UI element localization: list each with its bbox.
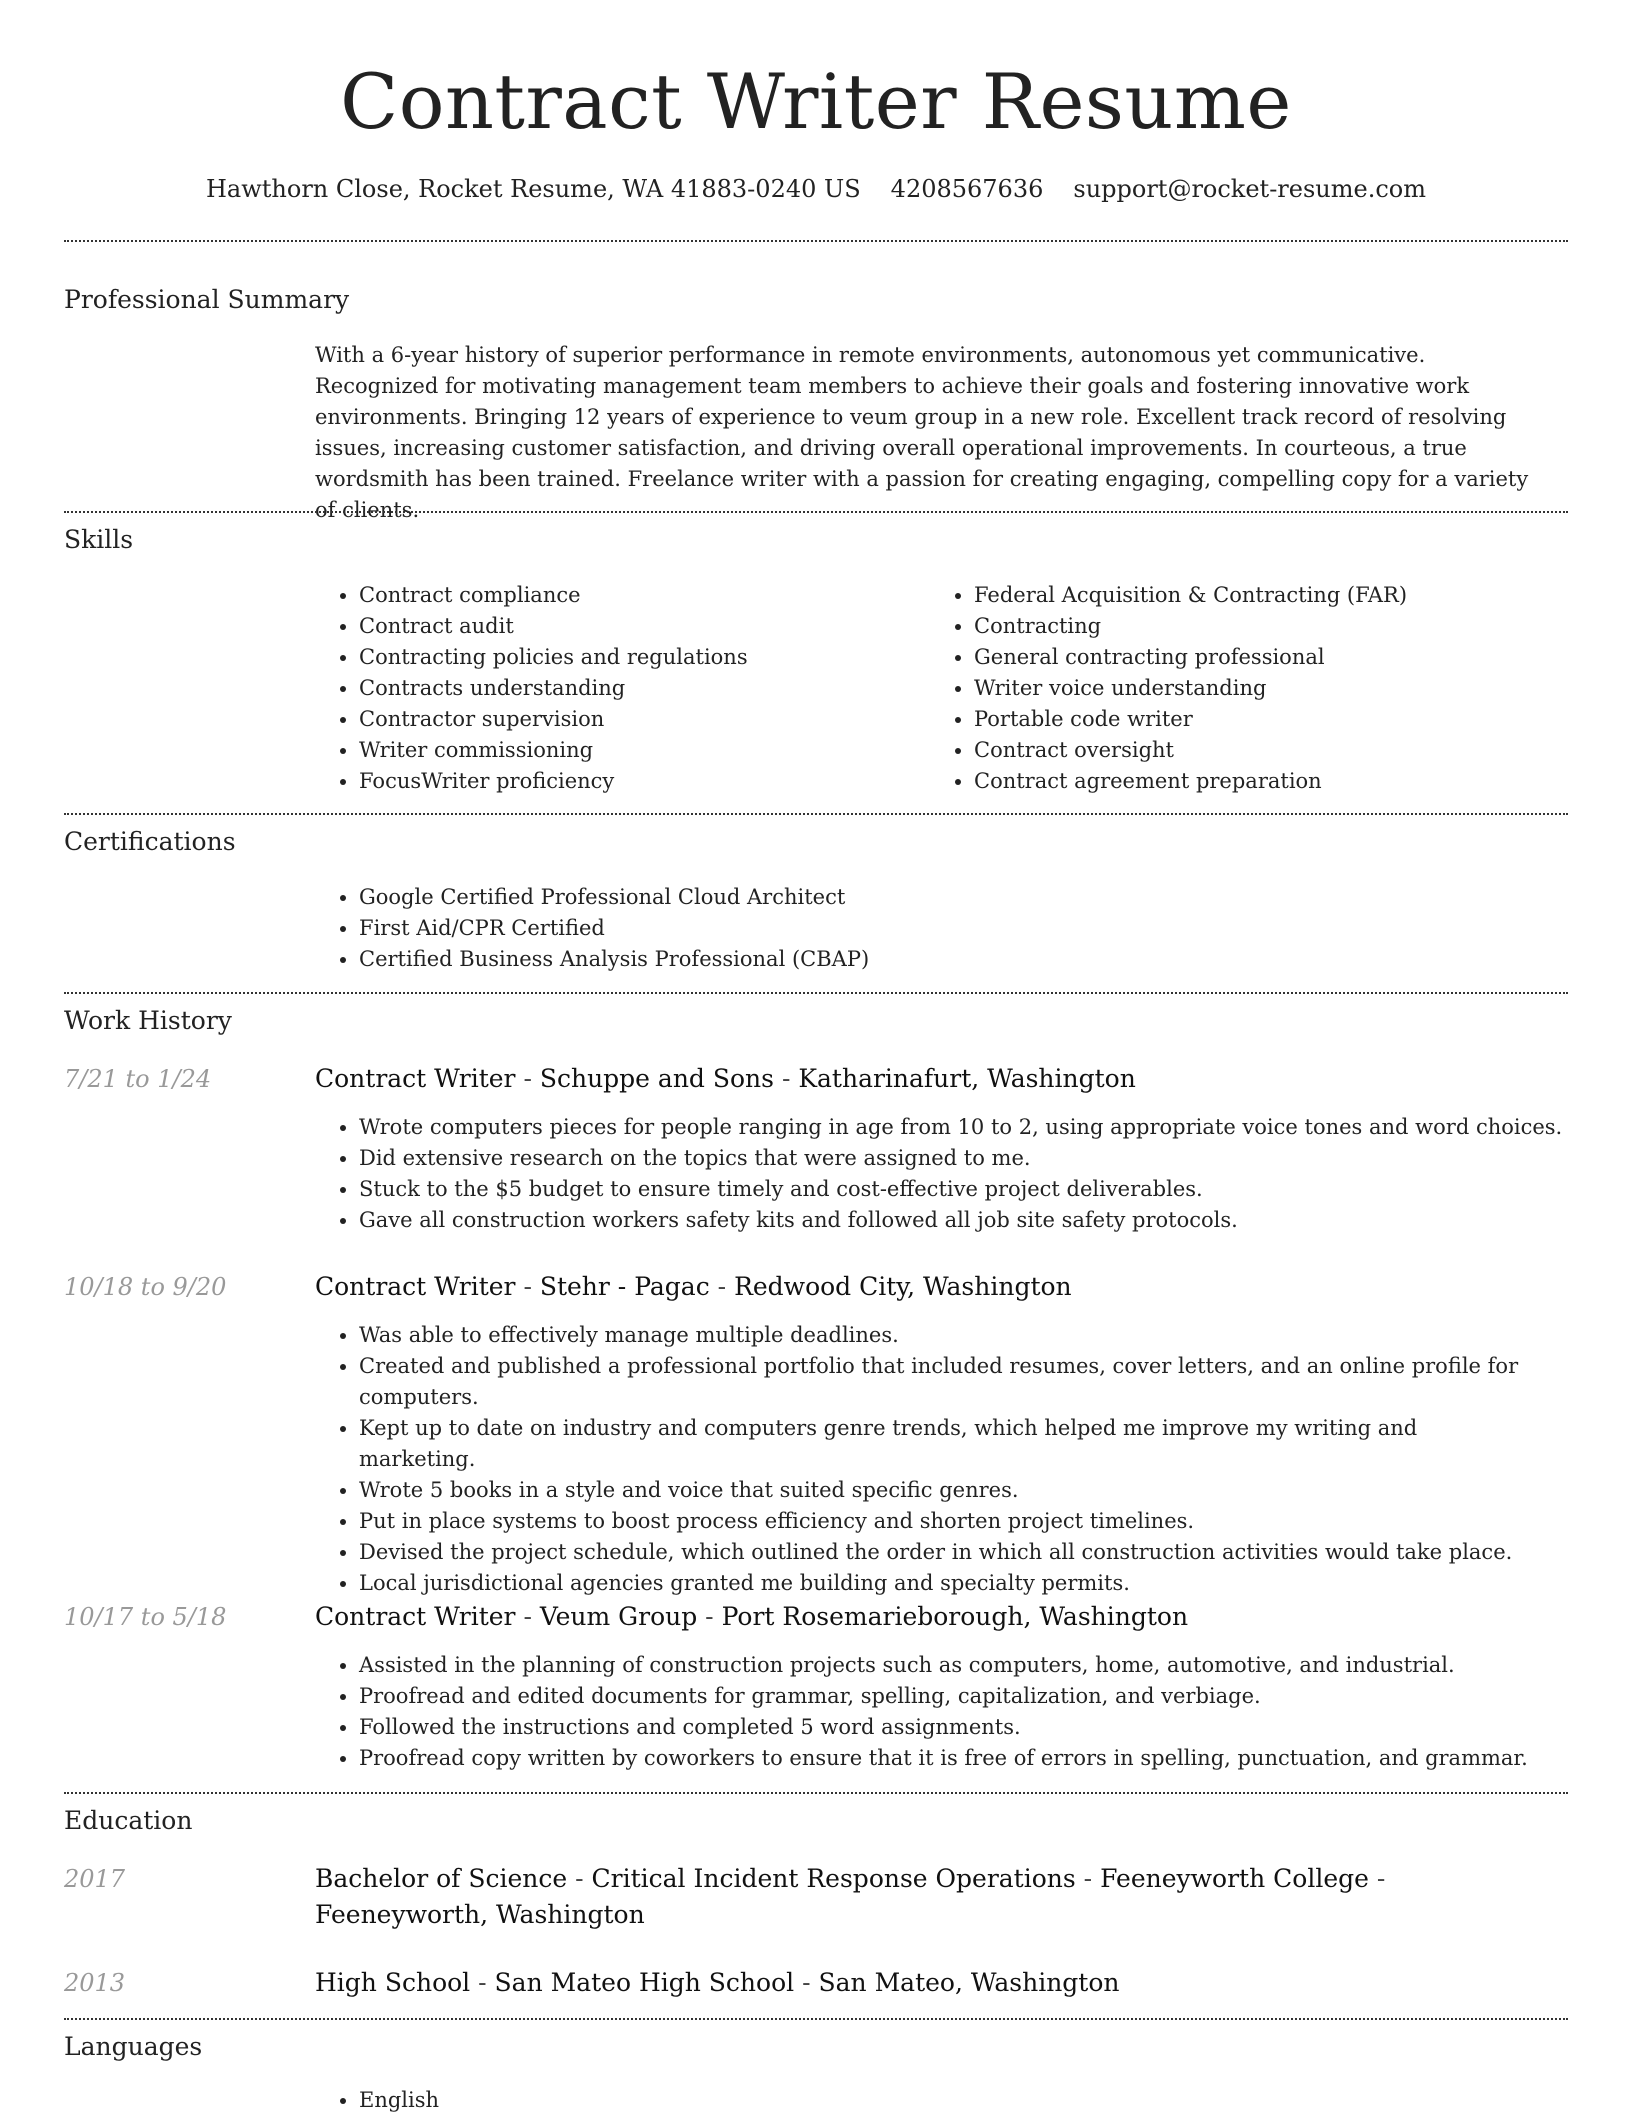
skill-item: • Writer voice understanding [974, 673, 1594, 704]
section-heading-languages: Languages [64, 2032, 203, 2061]
job-bullet: • Assisted in the planning of construction projects such as computers, home, automotive, and industrial. [359, 1650, 1609, 1681]
separator: - [515, 1602, 540, 1631]
education-degree: High School [315, 1968, 471, 1997]
divider [64, 240, 1568, 242]
skill-item: • General contracting professional [974, 642, 1594, 673]
job-role: Contract Writer [315, 1064, 516, 1093]
section-heading-certifications: Certifications [64, 827, 236, 856]
job-bullet: • Local jurisdictional agencies granted me building and specialty permits. [359, 1568, 1539, 1599]
separator: - [567, 1864, 592, 1893]
skills-list-right [930, 580, 1594, 797]
job-bullet: • Proofread and edited documents for grammar, spelling, capitalization, and verbiage. [359, 1681, 1609, 1712]
skill-item: • Writer commissioning [359, 735, 919, 766]
education-school: Feeneyworth College [1100, 1864, 1369, 1893]
education-line [315, 1861, 1515, 1933]
education-location: Feeneyworth, Washington [315, 1900, 645, 1929]
job-bullet: • Followed the instructions and completed 5 word assignments. [359, 1712, 1609, 1743]
job-role: Contract Writer [315, 1602, 516, 1631]
separator: - [697, 1602, 722, 1631]
section-heading-skills: Skills [64, 525, 134, 554]
job-company: Veum Group [539, 1602, 698, 1631]
contact-line [0, 172, 1632, 206]
certifications-list [315, 882, 1559, 975]
skill-item: • Contracting [974, 611, 1594, 642]
skill-item: • Contract agreement preparation [974, 766, 1594, 797]
skill-item: • FocusWriter proficiency [359, 766, 919, 797]
certification-item: • Certified Business Analysis Professional (CBAP) [359, 944, 1559, 975]
job-dates: 10/18 to 9/20 [64, 1273, 227, 1301]
education-line [315, 1965, 1565, 2001]
job-title-line [315, 1599, 1565, 1635]
job-location: Redwood City, Washington [734, 1272, 1072, 1301]
job-dates: 10/17 to 5/18 [64, 1603, 227, 1631]
skills-list-left [315, 580, 919, 797]
separator: - [774, 1064, 799, 1093]
summary-text: With a 6-year history of superior performance in remote environments, autonomous yet communicative. Recognized for motivating management team members to achieve their goals and fostering innovative work environments. Bringing 12 years of experience to veum group in a new role. Excellent track record of resolving issues, increasing customer satisfaction, and driving overall operational improvements. In courteous, a true wordsmith has been trained. Freelance writer with a passion for creating engaging, compelling copy for a variety of clients. [315, 343, 1529, 522]
job-bullet: • Wrote computers pieces for people ranging in age from 10 to 2, using appropriate voice tones and word choices. [359, 1112, 1609, 1143]
job-bullet: • Kept up to date on industry and computers genre trends, which helped me improve my writing and marketing. [359, 1413, 1539, 1475]
skill-item: • Contracting policies and regulations [359, 642, 919, 673]
education-location: San Mateo, Washington [818, 1968, 1120, 1997]
separator: - [794, 1968, 819, 1997]
job-bullet: • Gave all construction workers safety kits and followed all job site safety protocols. [359, 1205, 1609, 1236]
divider [64, 2018, 1568, 2020]
job-bullets [315, 1650, 1609, 1774]
job-role: Contract Writer [315, 1272, 516, 1301]
languages-list [315, 2085, 959, 2116]
job-bullets [315, 1320, 1539, 1599]
job-bullet: • Was able to effectively manage multiple deadlines. [359, 1320, 1539, 1351]
skill-item: • Contract oversight [974, 735, 1594, 766]
certification-item: • First Aid/CPR Certified [359, 913, 1559, 944]
contact-address: Hawthorn Close, Rocket Resume, WA 41883-0240 US [206, 175, 861, 203]
divider [64, 813, 1568, 815]
skill-item: • Portable code writer [974, 704, 1594, 735]
job-bullet: • Stuck to the $5 budget to ensure timely and cost-effective project deliverables. [359, 1174, 1609, 1205]
skill-item: • Contractor supervision [359, 704, 919, 735]
divider [64, 511, 1568, 513]
job-bullet: • Put in place systems to boost process efficiency and shorten project timelines. [359, 1506, 1539, 1537]
contact-phone: 4208567636 [890, 175, 1044, 203]
education-school: San Mateo High School [494, 1968, 795, 1997]
job-dates: 7/21 to 1/24 [64, 1065, 212, 1093]
section-heading-summary: Professional Summary [64, 285, 350, 314]
job-title-line [315, 1269, 1565, 1305]
separator: - [1075, 1864, 1101, 1893]
job-bullet: • Devised the project schedule, which outlined the order in which all construction activities would take place. [359, 1537, 1539, 1568]
separator: - [1368, 1864, 1386, 1893]
certification-item: • Google Certified Professional Cloud Architect [359, 882, 1559, 913]
job-location: Port Rosemarieborough, Washington [721, 1602, 1189, 1631]
job-bullets [315, 1112, 1609, 1236]
job-company: Stehr - Pagac [539, 1272, 710, 1301]
job-bullet: • Wrote 5 books in a style and voice that suited specific genres. [359, 1475, 1539, 1506]
divider [64, 992, 1568, 994]
separator: - [515, 1064, 540, 1093]
contact-email: support@rocket-resume.com [1073, 175, 1426, 203]
skill-item: • Contract audit [359, 611, 919, 642]
education-year: 2017 [64, 1865, 126, 1893]
separator: - [470, 1968, 495, 1997]
skill-item: • Contract compliance [359, 580, 919, 611]
education-degree: Bachelor of Science [315, 1864, 568, 1893]
job-bullet: • Created and published a professional portfolio that included resumes, cover letters, and an online profile for computers. [359, 1351, 1539, 1413]
job-location: Katharinafurt, Washington [798, 1064, 1136, 1093]
job-company: Schuppe and Sons [539, 1064, 774, 1093]
separator: - [515, 1272, 540, 1301]
job-bullet: • Proofread copy written by coworkers to ensure that it is free of errors in spelling, punctuation, and grammar. [359, 1743, 1609, 1774]
resume-title: Contract Writer Resume [340, 57, 1292, 146]
job-bullet: • Did extensive research on the topics that were assigned to me. [359, 1143, 1609, 1174]
language-item: • English [359, 2085, 959, 2116]
separator: - [709, 1272, 735, 1301]
education-year: 2013 [64, 1969, 126, 1997]
section-heading-work-history: Work History [64, 1006, 232, 1035]
skill-item: • Federal Acquisition & Contracting (FAR) [974, 580, 1594, 611]
education-field: Critical Incident Response Operations [591, 1864, 1076, 1893]
job-title-line [315, 1061, 1565, 1097]
section-heading-education: Education [64, 1806, 193, 1835]
divider [64, 1792, 1568, 1794]
skill-item: • Contracts understanding [359, 673, 919, 704]
